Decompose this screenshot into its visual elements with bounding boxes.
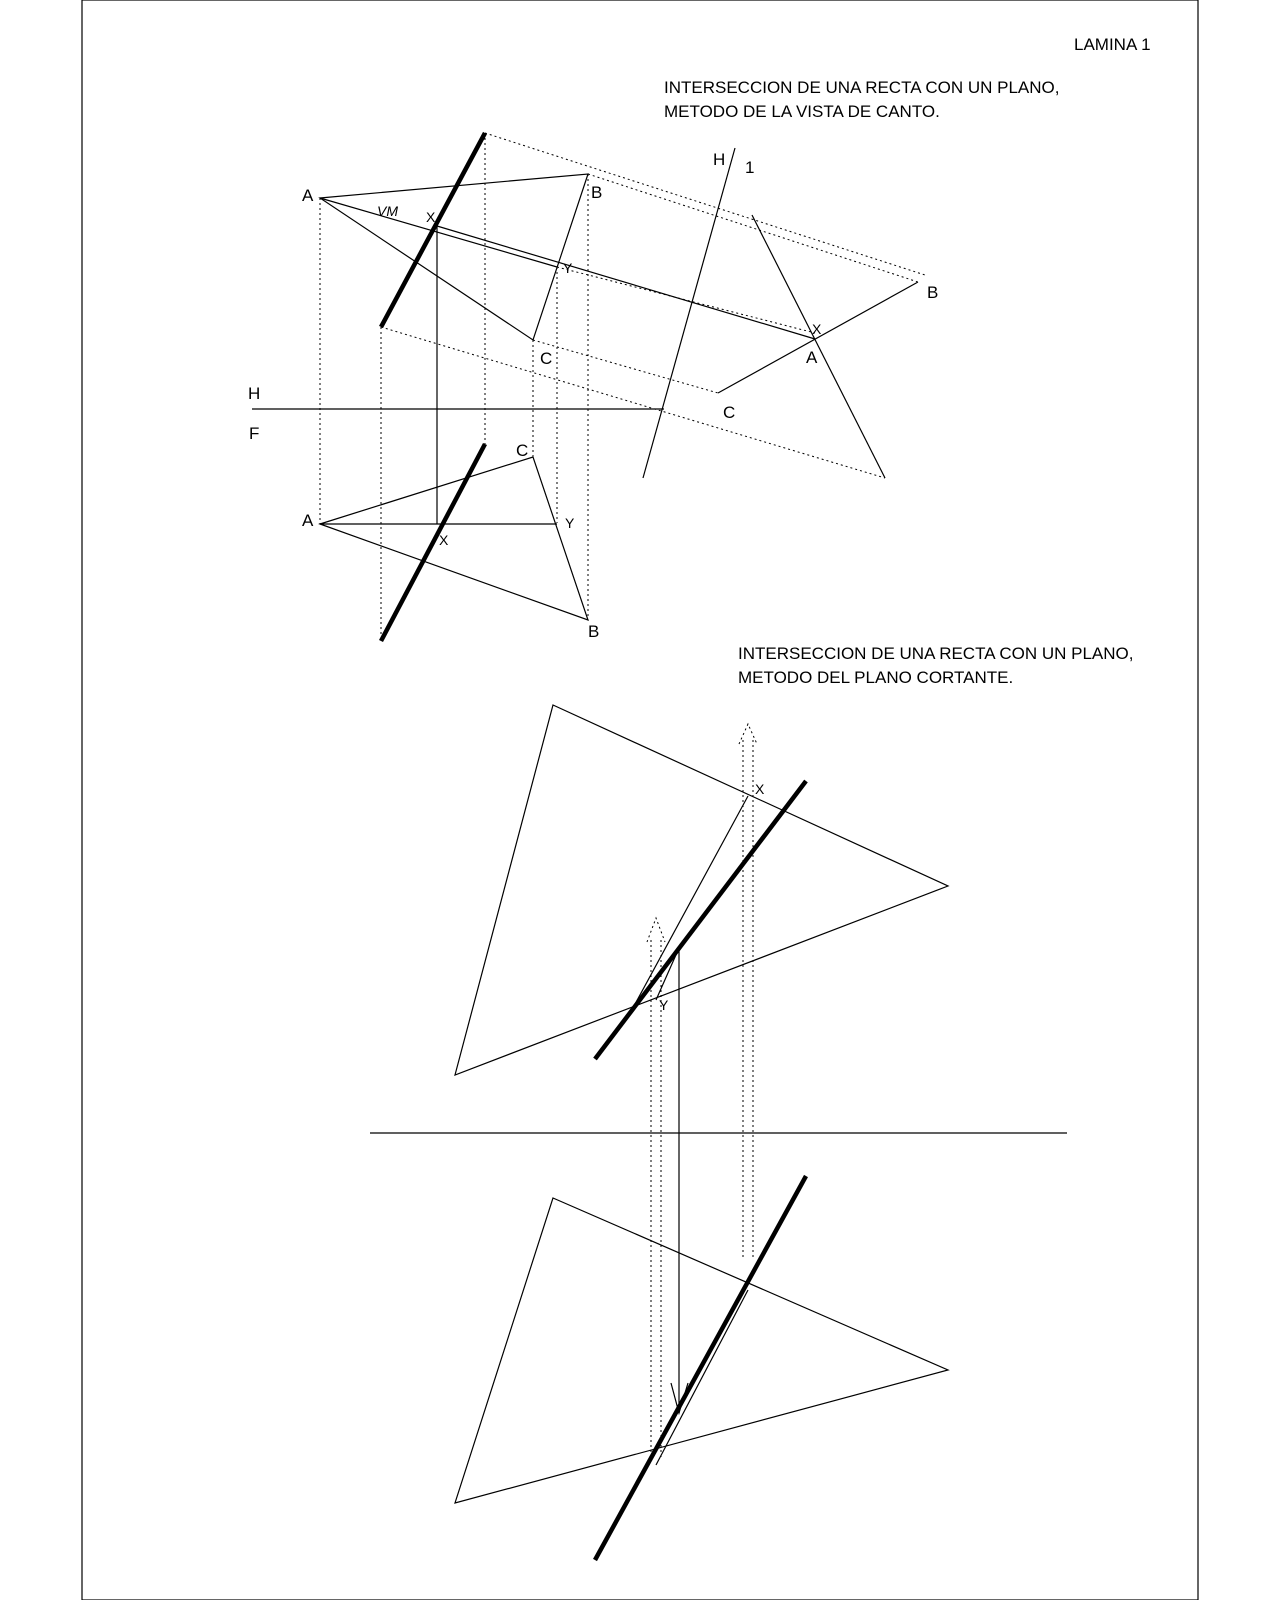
label-x-upper: X [755, 781, 765, 797]
sheet-border [82, 0, 1198, 1600]
label-a-top: A [302, 186, 314, 205]
projector-b-aux [588, 174, 918, 282]
arrow-x-head [739, 724, 757, 744]
label-f-folding: F [249, 424, 260, 443]
upper-view-given-line [595, 781, 806, 1059]
top-view-plane-abc [320, 174, 588, 340]
cutting-plane-lower-view [455, 1176, 948, 1560]
label-b-top: B [591, 183, 603, 202]
top-view-line-x-to-aux [437, 226, 815, 339]
label-h-folding: H [248, 384, 261, 403]
top-view [302, 133, 815, 524]
projection-lines [320, 133, 925, 641]
section1-title-line1: INTERSECCION DE UNA RECTA CON UN PLANO, [664, 78, 1060, 97]
label-one-aux: 1 [745, 158, 755, 177]
upper-view-cut-line [634, 796, 748, 1006]
label-x-top: X [426, 209, 436, 225]
label-c-top: C [540, 349, 553, 368]
arrow-y-head [647, 918, 665, 942]
cutting-plane-projectors [647, 724, 757, 1460]
projector-c-aux [533, 340, 718, 393]
section2-title-line2: METODO DEL PLANO CORTANTE. [738, 668, 1014, 687]
label-c-front: C [516, 441, 529, 460]
auxiliary-view [718, 215, 938, 478]
label-x-aux: X [812, 321, 822, 337]
cutting-plane-upper-view [455, 705, 948, 1075]
lower-view-given-line [595, 1176, 806, 1560]
label-b-front: B [588, 622, 600, 641]
sheet-label: LAMINA 1 [1074, 35, 1151, 54]
label-y-top: Y [563, 260, 573, 276]
label-x-front: X [439, 532, 449, 548]
lower-view-cut-line [656, 1290, 748, 1465]
label-y-front: Y [565, 515, 575, 531]
section2-title-line1: INTERSECCION DE UNA RECTA CON UN PLANO, [738, 644, 1134, 663]
top-view-line-xy [320, 198, 557, 267]
label-a-aux: A [806, 348, 818, 367]
label-vm: VM [377, 203, 398, 219]
front-view-given-line [381, 444, 485, 641]
aux-view-given-line [752, 215, 885, 478]
front-view-plane-abc [320, 457, 588, 620]
label-y-upper: Y [659, 997, 669, 1013]
label-h-aux: H [713, 150, 726, 169]
upper-view-plane [455, 705, 948, 1075]
aux-view-plane-edge [718, 282, 918, 393]
front-view [302, 441, 599, 641]
label-b-aux: B [927, 283, 939, 302]
section1-title-line2: METODO DE LA VISTA DE CANTO. [664, 102, 940, 121]
label-a-front: A [302, 511, 314, 530]
lower-view-plane [455, 1198, 948, 1503]
label-c-aux: C [723, 403, 736, 422]
